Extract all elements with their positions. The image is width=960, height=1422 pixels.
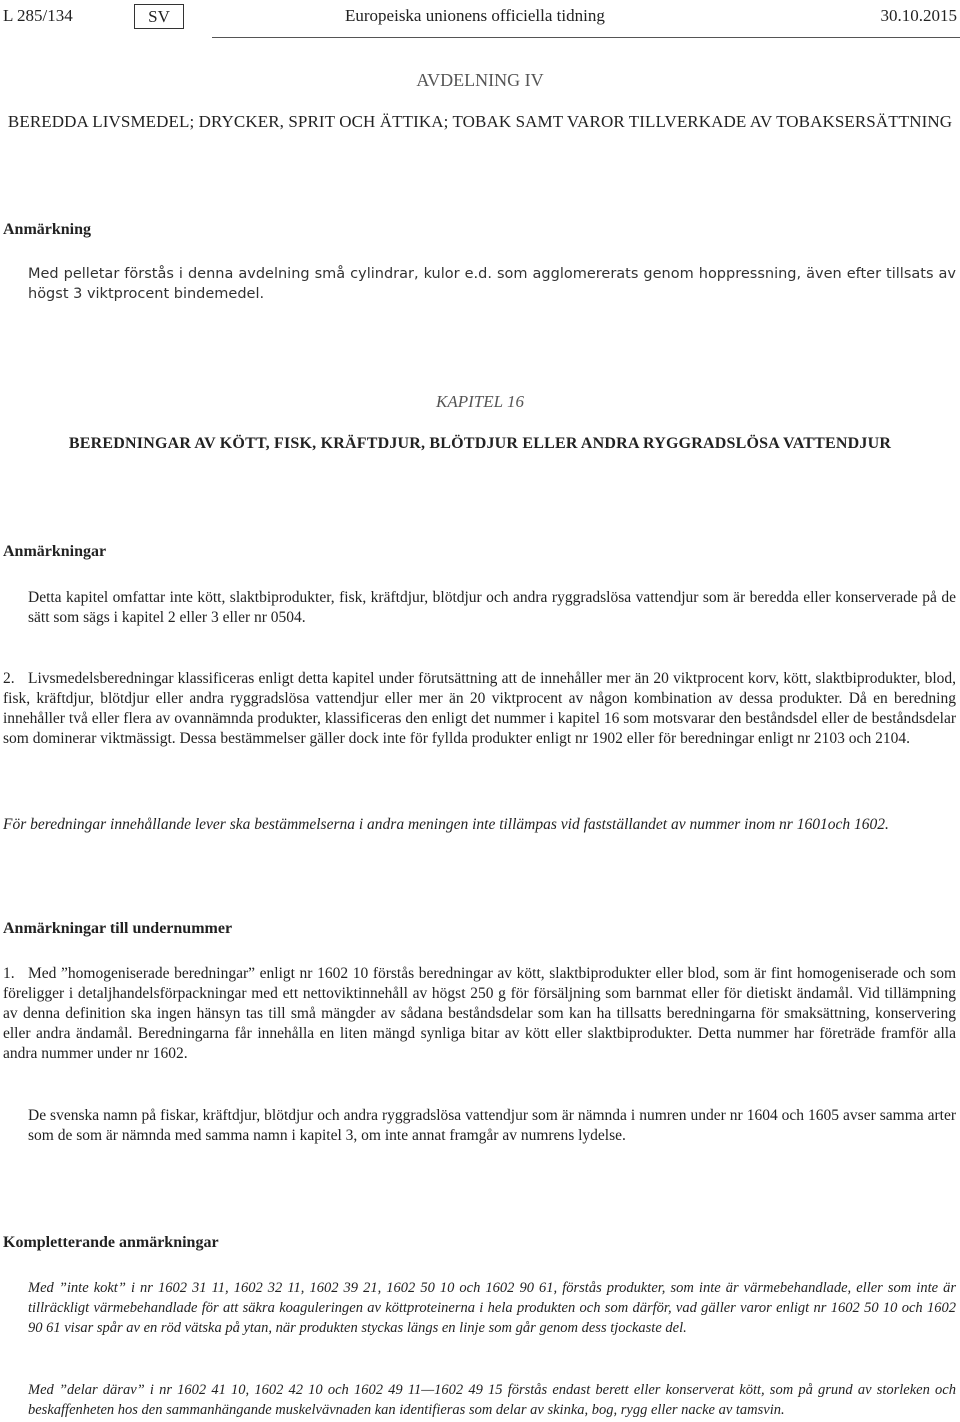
journal-title: Europeiska unionens officiella tidning	[345, 6, 605, 25]
note-text: De svenska namn på fiskar, kräftdjur, blötdjur och andra ryggradslösa vattendjur som är nämnda i numren under nr 1604 och 1605 avser samma arter som de som är nämnda med samma namn i kapitel 3, om inte annat framgår av numrens lydelse.	[28, 1107, 956, 1144]
subheading-notes-heading: Anmärkningar till undernummer	[3, 920, 233, 937]
chapter-label: KAPITEL 16	[435, 392, 524, 411]
note-text: Detta kapitel omfattar inte kött, slaktbiprodukter, fisk, kräftdjur, blötdjur och andra ryggradslösa vattendjur som är beredda eller konserverade på de sätt som sägs i kapitel 2 eller 3 eller nr 0504.	[28, 589, 956, 626]
header-divider	[212, 37, 960, 38]
note-number	[3, 1380, 28, 1400]
note-number: 2.	[3, 670, 15, 687]
section-label: AVDELNING IV	[416, 70, 544, 90]
chapter-note-1	[3, 588, 956, 628]
section-note-item	[3, 264, 956, 304]
section-note-heading: Anmärkning	[3, 221, 92, 238]
chapter-notes-heading: Anmärkningar	[3, 543, 107, 560]
note-text: Med ”inte kokt” i nr 1602 31 11, 1602 32 11, 1602 39 21, 1602 50 10 och 1602 90 61, förstås produkter, som inte är värmebehandlade, eller som inte är tillräckligt värmebehandlade för att säkra koaguleringen av köttproteinerna i hela produkten och som därför, vad gäller varor enligt nr 1602 50 10 och 1602 90 61 visar spår av en röd vätska på ytan, när produkten styckas längs en linje som går genom dess tjockaste del.	[28, 1280, 956, 1336]
publication-date: 30.10.2015	[880, 6, 957, 25]
subheading-note-2	[3, 1106, 956, 1146]
chapter-title: BEREDNINGAR AV KÖTT, FISK, KRÄFTDJUR, BLÖTDJUR ELLER ANDRA RYGGRADSLÖSA VATTENDJUR	[68, 435, 892, 452]
language-badge: SV	[134, 4, 184, 29]
chapter-italic-note: För beredningar innehållande lever ska bestämmelserna i andra meningen inte tillämpas vid fastställandet av nummer inom nr 1601och 1602.	[3, 816, 889, 833]
page-reference: L 285/134	[3, 6, 73, 25]
note-number	[3, 264, 28, 284]
note-text: Livsmedelsberedningar klassificeras enligt detta kapitel under förutsättning att de innehåller mer än 20 viktprocent korv, kött, slaktbiprodukter, blod, fisk, kräftdjur, blötdjur eller andra ryggradslösa vattendjur eller mer än 20 viktprocent av någon kombination av dessa produkter. Då en beredning innehåller två eller flera av ovannämnda produkter, klassificeras den enligt det nummer i kapitel 16 som motsvarar den beståndsdel eller de beståndsdelar som dominerar viktmässigt. Dessa bestämmelser gäller dock inte för fyllda produkter enligt nr 1902 eller för beredningar enligt nr 2103 och 2104.	[3, 670, 956, 747]
supplementary-notes-heading: Kompletterande anmärkningar	[3, 1234, 219, 1251]
note-number: 1.	[3, 965, 15, 982]
section-title: BEREDDA LIVSMEDEL; DRYCKER, SPRIT OCH ÄTTIKA; TOBAK SAMT VAROR TILLVERKADE AV TOBAKSERSÄTTNING	[7, 112, 953, 131]
chapter-note-2	[3, 669, 956, 749]
note-text: Med ”homogeniserade beredningar” enligt nr 1602 10 förstås beredningar av kött, slaktbiprodukter eller blod, som är fint homogeniserade och som föreligger i detaljhandelsförpackningar med ett nettoviktinnehåll av högst 250 g för försäljning som barnmat eller för dietiskt ändamål. Vid tillämpning av denna definition ska ingen hänsyn tas till små mängder av sådana beståndsdelar som kan ha tillsatts beredningarna för smaksättning, konservering eller andra ändamål. Beredningarna får innehålla en liten mängd synliga bitar av kött eller slaktbiprodukter. Detta nummer har företräde framför alla andra nummer under nr 1602.	[3, 965, 956, 1062]
supplementary-note-1	[3, 1278, 956, 1338]
note-text: Med ”delar därav” i nr 1602 41 10, 1602 42 10 och 1602 49 11—1602 49 15 förstås endast berett eller konserverat kött, som på grund av storleken och beskaffenheten hos den sammanhängande muskelvävnaden kan identifieras som delar av skinka, bog, rygg eller nacke av tamsvin.	[28, 1382, 956, 1418]
supplementary-note-2	[3, 1380, 956, 1420]
note-number	[3, 1106, 28, 1126]
note-number	[3, 1278, 28, 1298]
note-number	[3, 588, 28, 608]
note-text: Med pelletar förstås i denna avdelning små cylindrar, kulor e.d. som agglomererats genom hoppressning, även efter tillsats av högst 3 viktprocent bindemedel.	[28, 266, 956, 302]
subheading-note-1	[3, 964, 956, 1064]
